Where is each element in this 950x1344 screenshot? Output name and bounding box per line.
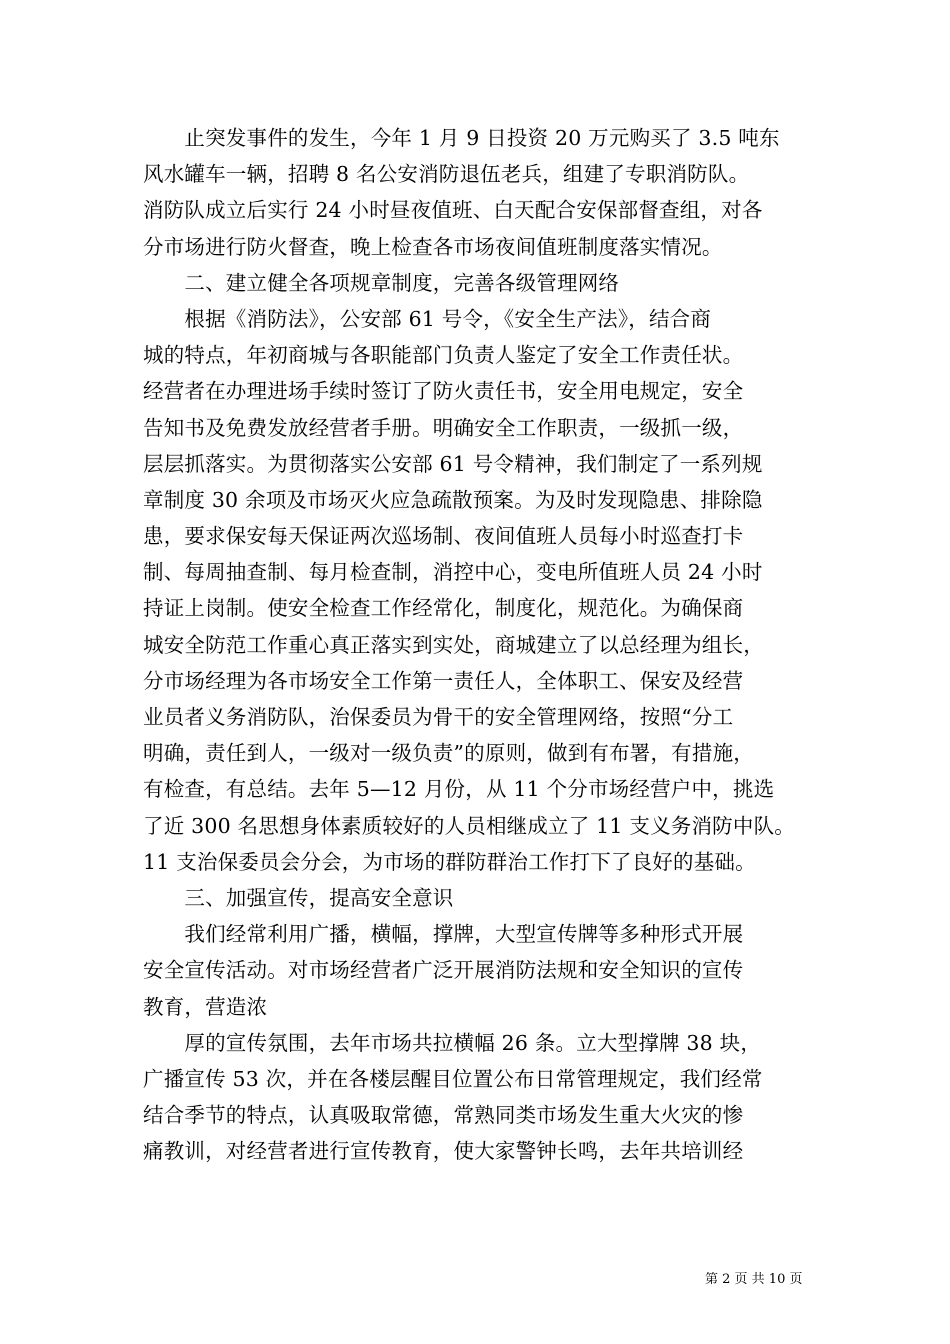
section-heading-3: 三、加强宣传，提高安全意识 — [143, 885, 454, 910]
text-line: 消防队成立后实行 24 小时昼夜值班、白天配合安保部督查组，对各 — [143, 198, 763, 223]
text-line: 风水罐车一辆，招聘 8 名公安消防退伍老兵，组建了专职消防队。 — [143, 162, 750, 187]
text-line: 广播宣传 53 次，并在各楼层醒目位置公布日常管理规定，我们经常 — [143, 1066, 763, 1091]
text-line: 痛教训，对经营者进行宣传教育，使大家警钟长鸣，去年共培训经 — [143, 1139, 744, 1164]
text-line: 有检查，有总结。去年 5—12 月份，从 11 个分市场经营户中，挑选 — [143, 777, 775, 802]
document-body — [143, 120, 823, 1169]
text-line: 我们经常利用广播，横幅，撑牌，大型宣传牌等多种形式开展 — [143, 922, 744, 947]
text-line: 患，要求保安每天保证两次巡场制、夜间值班人员每小时巡查打卡 — [143, 524, 744, 549]
text-line: 制、每周抽查制、每月检查制，消控中心，变电所值班人员 24 小时 — [143, 560, 763, 585]
text-line: 持证上岗制。使安全检查工作经常化，制度化，规范化。为确保商 — [143, 596, 744, 621]
text-line: 城安全防范工作重心真正落实到实处，商城建立了以总经理为组长， — [143, 632, 764, 657]
text-line: 告知书及免费发放经营者手册。明确安全工作职责，一级抓一级， — [143, 415, 744, 440]
section-heading-2: 二、建立健全各项规章制度，完善各级管理网络 — [143, 270, 620, 295]
text-line: 厚的宣传氛围，去年市场共拉横幅 26 条。立大型撑牌 38 块， — [143, 1030, 762, 1055]
text-line: 经营者在办理进场手续时签订了防火责任书，安全用电规定，安全 — [143, 379, 744, 404]
text-line: 章制度 30 余项及市场灭火应急疏散预案。为及时发现隐患、排除隐 — [143, 487, 763, 512]
text-line: 明确，责任到人，一级对一级负责”的原则，做到有布署，有措施， — [143, 741, 754, 766]
text-line: 安全宣传活动。对市场经营者广泛开展消防法规和安全知识的宣传 — [143, 958, 744, 983]
text-line: 城的特点，年初商城与各职能部门负责人鉴定了安全工作责任状。 — [143, 343, 744, 368]
text-line: 教育，营造浓 — [143, 994, 268, 1019]
text-line: 分市场经理为各市场安全工作第一责任人，全体职工、保安及经营 — [143, 668, 744, 693]
text-line: 业员者义务消防队，治保委员为骨干的安全管理网络，按照“分工 — [143, 705, 734, 729]
text-line: 层层抓落实。为贯彻落实公安部 61 号令精神，我们制定了一系列规 — [143, 451, 763, 476]
text-line: 了近 300 名思想身体素质较好的人员相继成立了 11 支义务消防中队。 — [143, 813, 795, 838]
text-line: 止突发事件的发生，今年 1 月 9 日投资 20 万元购买了 3.5 吨东 — [143, 126, 780, 150]
text-line: 11 支治保委员会分会，为市场的群防群治工作打下了良好的基础。 — [143, 849, 756, 874]
text-line: 根据《消防法》，公安部 61 号令，《安全生产法》，结合商 — [143, 306, 712, 331]
text-line: 分市场进行防火督查，晚上检查各市场夜间值班制度落实情况。 — [143, 234, 723, 259]
page-number: 第 2 页 共 10 页 — [705, 1272, 803, 1287]
text-line: 结合季节的特点，认真吸取常德，常熟同类市场发生重大火灾的惨 — [143, 1103, 744, 1128]
